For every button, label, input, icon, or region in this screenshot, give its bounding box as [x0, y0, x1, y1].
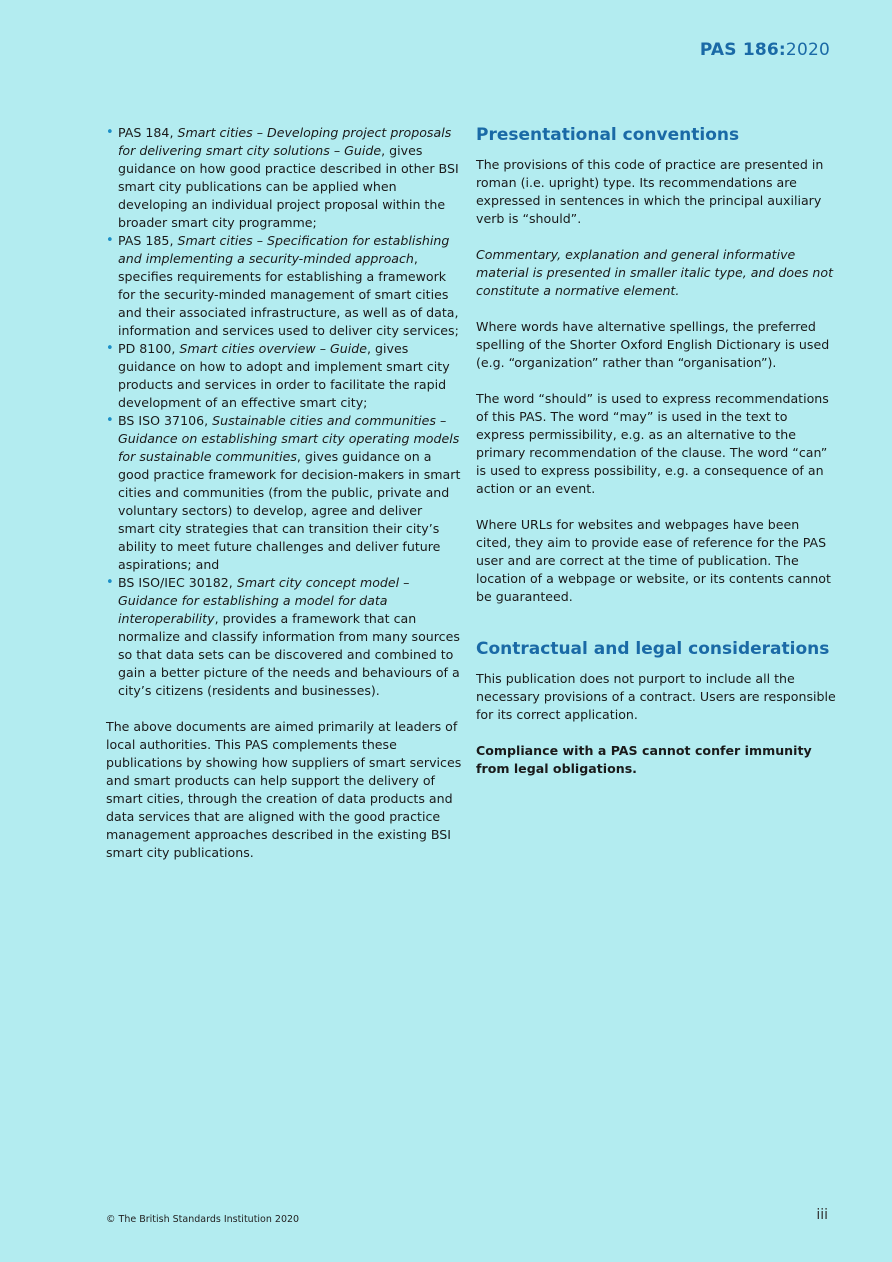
- bullet-icon: •: [106, 413, 114, 428]
- right-column: [476, 124, 836, 778]
- section-heading-contractual: Contractual and legal considerations: [476, 639, 830, 659]
- closing-paragraph: The above documents are aimed primarily at leaders of local authorities. This PAS complements these publications by showing how suppliers of smart services and smart products can help support the delivery of smart cities, through the creation of data products and data services that are aligned with the good practice management approaches described in the existing BSI smart city publications.: [106, 719, 462, 860]
- page-number: iii: [816, 1207, 828, 1223]
- paragraph: The word “should” is used to express recommendations of this PAS. The word “may” is used in the text to express permissibility, e.g. as an alternative to the primary recommendation of the clause. The word “can” is used to express possibility, e.g. a consequence of an action or an event.: [476, 391, 829, 496]
- section-heading-presentational: Presentational conventions: [476, 125, 740, 145]
- bullet-icon: •: [106, 341, 114, 356]
- bullet-icon: •: [106, 575, 114, 590]
- bullet-icon: •: [106, 125, 114, 140]
- reference-list: [106, 124, 462, 700]
- list-item: • BS ISO 37106, Sustainable cities and communities – Guidance on establishing smart city operating models for sustainable communities, gives guidance on a good practice framework for decision-makers in smart cities and communities (from the public, private and voluntary sectors) to develop, agree and deliver smart city strategies that can transition their city’s ability to meet future challenges and deliver future aspirations; and: [106, 413, 461, 572]
- paragraph: The provisions of this code of practice are presented in roman (i.e. upright) type. Its recommendations are expressed in sentences in which the principal auxiliary verb is “should”.: [476, 157, 824, 226]
- copyright-notice: © The British Standards Institution 2020: [106, 1214, 300, 1225]
- commentary-paragraph: Commentary, explanation and general informative material is presented in smaller italic type, and does not constitute a normative element.: [476, 247, 834, 298]
- header-code: PAS 186:: [699, 40, 786, 60]
- compliance-note: Compliance with a PAS cannot confer immunity from legal obligations.: [476, 743, 812, 776]
- paragraph: This publication does not purport to include all the necessary provisions of a contract. Users are responsible for its correct application.: [476, 671, 836, 722]
- left-column: [106, 124, 462, 862]
- page-header: [700, 40, 830, 60]
- header-year: 2020: [785, 40, 830, 60]
- paragraph: Where words have alternative spellings, the preferred spelling of the Shorter Oxford English Dictionary is used (e.g. “organization” rather than “organisation”).: [476, 319, 830, 370]
- list-item: • PAS 185, Smart cities – Specification for establishing and implementing a security-minded approach, specifies requirements for establishing a framework for the security-minded management of smart cities and their associated infrastructure, as well as of data, information and services used to deliver city services;: [106, 233, 459, 338]
- list-item: • BS ISO/IEC 30182, Smart city concept model – Guidance for establishing a model for data interoperability, provides a framework that can normalize and classify information from many sources so that data sets can be discovered and combined to gain a better picture of the needs and behaviours of a city’s citizens (residents and businesses).: [106, 575, 460, 698]
- list-item: • PD 8100, Smart cities overview – Guide, gives guidance on how to adopt and implement smart city products and services in order to facilitate the rapid development of an effective smart city;: [106, 341, 450, 410]
- paragraph: Where URLs for websites and webpages have been cited, they aim to provide ease of reference for the PAS user and are correct at the time of publication. The location of a webpage or website, or its contents cannot be guaranteed.: [476, 517, 831, 604]
- bullet-icon: •: [106, 233, 114, 248]
- list-item: • PAS 184, Smart cities – Developing project proposals for delivering smart city solutions – Guide, gives guidance on how good practice described in other BSI smart city publications can be applied when developing an individual project proposal within the broader smart city programme;: [106, 125, 459, 230]
